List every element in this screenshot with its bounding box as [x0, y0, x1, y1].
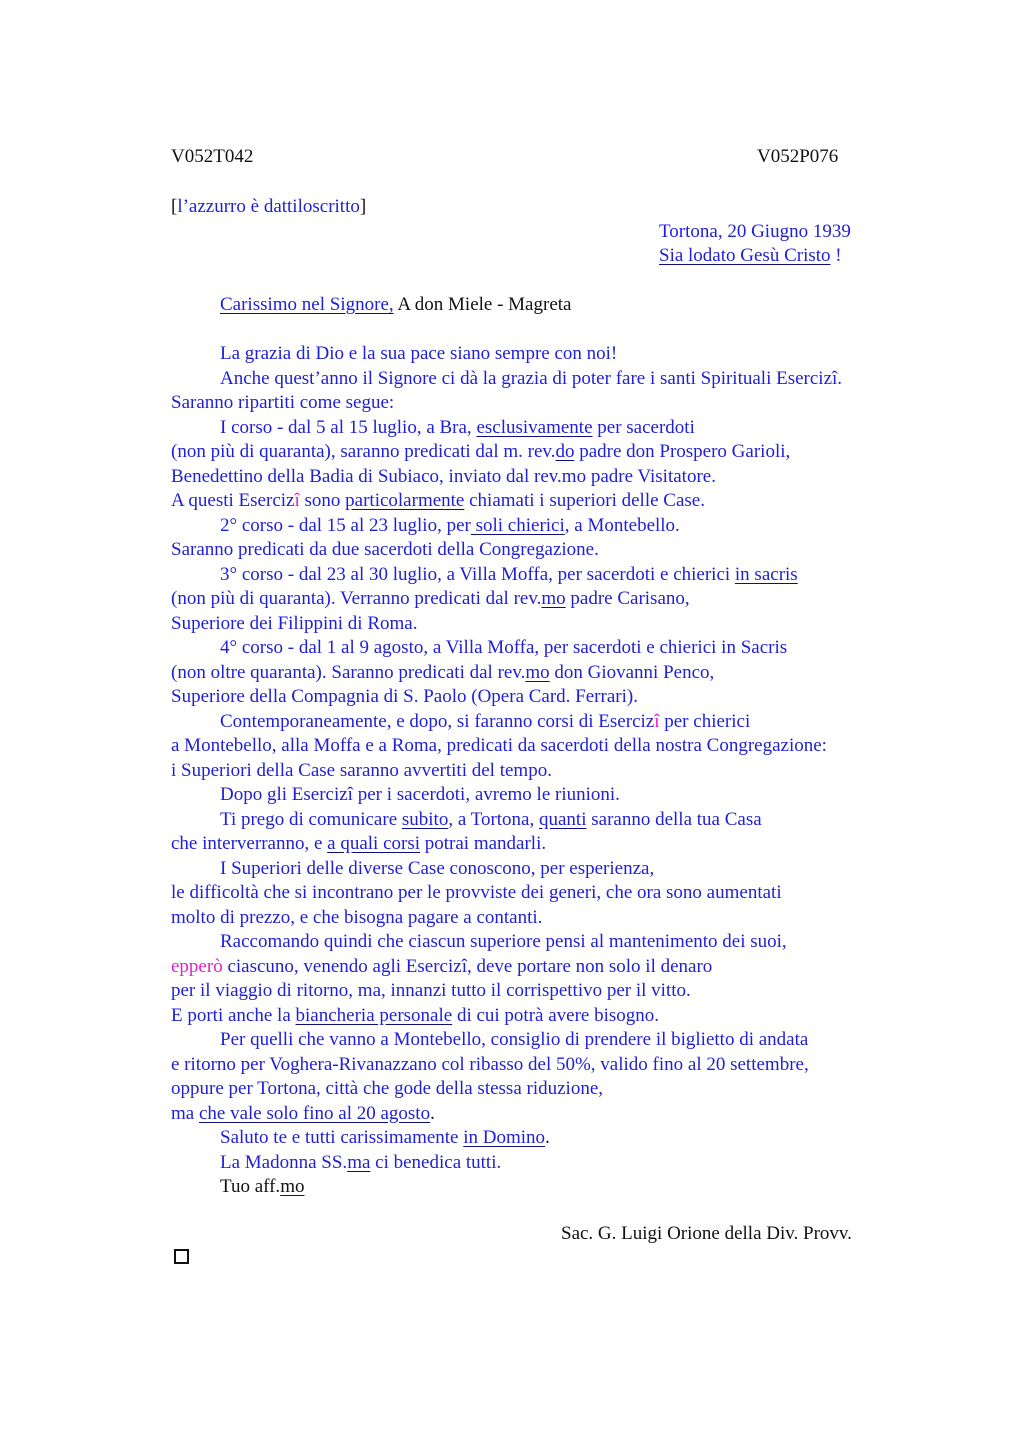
body-line — [171, 881, 782, 905]
body-line — [171, 734, 827, 758]
line-text: molto di prezzo, e che bisogna pagare a contanti. — [171, 906, 543, 928]
body-line — [171, 1004, 659, 1028]
highlighted-text: î — [294, 490, 300, 511]
body-line — [220, 514, 680, 538]
line-text: 4° corso - dal 1 al 9 agosto, a Villa Moffa, per sacerdoti e chierici in Sacris — [220, 637, 788, 658]
line-text: (non oltre quaranta). Saranno predicati dal rev. — [171, 661, 526, 683]
note-open-bracket: [ — [171, 196, 178, 217]
body-line — [171, 979, 691, 1003]
line-text: oppure per Tortona, città che gode della stessa riduzione, — [171, 1078, 603, 1099]
line-text: E porti anche la — [171, 1004, 296, 1026]
line-text: Dopo gli Esercizî per i sacerdoti, avremo le riunioni. — [220, 784, 620, 805]
line-text: . — [430, 1102, 435, 1124]
body-line — [171, 538, 599, 562]
line-text: ma — [171, 1102, 199, 1124]
checkbox-square-icon — [174, 1249, 189, 1264]
line-text: Saranno predicati da due sacerdoti della Congregazione. — [171, 539, 599, 560]
body-line — [171, 587, 690, 611]
highlighted-text: epperò — [171, 955, 223, 977]
body-line — [171, 906, 542, 930]
document-code-right: V052P076 — [757, 146, 839, 167]
underlined-text: mo — [541, 588, 566, 609]
line-text: (non più di quaranta), saranno predicati dal m. rev. — [171, 441, 556, 462]
line-text: per il viaggio di ritorno, ma, innanzi tutto il corrispettivo per il vitto. — [171, 980, 691, 1001]
line-text: e ritorno per Voghera-Rivanazzano col ribasso del 50%, valido fino al 20 settembre, — [171, 1053, 809, 1075]
body-line — [171, 440, 790, 464]
line-text: ci benedica tutti. — [370, 1151, 502, 1173]
line-text: Benedettino della Badia di Subiaco, inviato dal rev.mo padre Visitatore. — [171, 465, 716, 487]
body-line — [220, 808, 762, 832]
line-text: i Superiori della Case saranno avvertiti del tempo. — [171, 759, 552, 781]
line-text: La grazia di Dio e la sua pace siano sempre con noi! — [220, 343, 618, 364]
body-line — [171, 759, 552, 783]
line-text: padre Carisano, — [565, 588, 690, 609]
body-line — [220, 636, 787, 660]
underlined-text: soli chierici — [470, 514, 565, 536]
body-line — [171, 1102, 435, 1126]
underlined-text: esclusivamente — [476, 416, 593, 438]
line-text: che interverranno, e — [171, 833, 328, 854]
underlined-text: biancheria personale — [295, 1004, 453, 1026]
line-text: Anche quest’anno il Signore ci dà la grazia di poter fare i santi Spirituali Esercizî. — [220, 367, 843, 389]
salutation — [220, 294, 571, 316]
line-text: Superiore dei Filippini di Roma. — [171, 612, 418, 634]
line-text: A questi Eserciz — [171, 490, 295, 511]
underlined-text: in Domino — [463, 1127, 546, 1148]
line-text: don Giovanni Penco, — [549, 661, 715, 683]
recipient: A don Miele - Magreta — [393, 294, 572, 315]
note-close-bracket: ] — [359, 196, 367, 217]
line-text: ciascuno, venendo agli Esercizi — [222, 955, 467, 977]
body-line — [220, 342, 617, 366]
underlined-text: particolarmente — [345, 490, 465, 511]
body-line — [171, 1053, 809, 1077]
underlined-text: a quali corsi — [327, 833, 420, 854]
body-line — [171, 612, 417, 636]
body-line — [171, 955, 712, 979]
body-line — [220, 1028, 808, 1052]
body-line — [220, 1151, 501, 1175]
line-text: , a Tortona, — [448, 808, 539, 830]
line-text: Superiore della Compagnia di S. Paolo (Opera Card. Ferrari). — [171, 686, 638, 707]
body-line — [220, 563, 798, 587]
line-text: I Superiori delle diverse Case conoscono, per esperienza, — [220, 857, 655, 879]
underlined-text: subito — [401, 808, 449, 830]
line-text: Per quelli che vanno a Montebello, consiglio di prendere il biglietto di andata — [220, 1029, 809, 1050]
body-line — [220, 783, 620, 807]
line-text: chiamati i superiori delle Case. — [464, 490, 705, 511]
line-text: padre don Prospero Garioli, — [574, 441, 791, 462]
underlined-text: do — [555, 441, 575, 462]
line-text: Ti prego di comunicare — [220, 808, 402, 830]
line-text: . — [545, 1127, 550, 1148]
editorial-note — [171, 196, 366, 218]
line-text: Tuo aff. — [220, 1176, 281, 1197]
body-line — [220, 930, 787, 954]
line-text: di cui potrà avere bisogno. — [452, 1004, 660, 1026]
line-text: La Madonna SS. — [220, 1151, 348, 1173]
signature: Sac. G. Luigi Orione della Div. Provv. — [561, 1223, 852, 1244]
underlined-text: mo — [280, 1176, 305, 1197]
underlined-text: che vale solo fino al 20 agosto — [198, 1102, 431, 1124]
body-line — [220, 857, 654, 881]
document-code-left: V052T042 — [171, 146, 254, 167]
note-text: l’azzurro è dattiloscritto — [177, 196, 360, 217]
highlighted-text: î — [654, 710, 660, 732]
line-text: I corso - dal 5 al 15 luglio, a Bra, — [220, 416, 477, 438]
line-text: 3° corso - dal 23 al 30 luglio, a Villa Moffa, per sacerdoti e chierici — [220, 563, 735, 585]
line-text: a Montebello, alla Moffa e a Roma, predicati da sacerdoti della nostra Congregazione: — [171, 735, 827, 756]
underlined-text: ma — [347, 1151, 371, 1173]
body-line — [171, 1077, 603, 1101]
salutation-text: Carissimo nel Signore, — [220, 294, 394, 315]
line-text: 2° corso - dal 15 al 23 luglio, per — [220, 514, 471, 536]
body-line — [220, 416, 695, 440]
body-line — [171, 489, 705, 513]
line-text: le difficoltà che si incontrano per le provviste dei generi, che ora sono aumentati — [171, 882, 782, 903]
body-line — [171, 832, 546, 856]
line-text: per sacerdoti — [592, 416, 695, 438]
body-line — [171, 465, 716, 489]
body-line — [220, 367, 842, 391]
underlined-text: in sacris — [734, 563, 798, 585]
body-line — [171, 391, 394, 415]
line-text: , deve portare non solo il denaro — [466, 955, 713, 977]
line-text: , a Montebello. — [564, 514, 680, 536]
line-text: Raccomando quindi che ciascun superiore pensi al mantenimento dei suoi, — [220, 931, 787, 952]
body-line — [171, 661, 714, 685]
body-line — [220, 1126, 550, 1150]
place-date: Tortona, 20 Giugno 1939 — [659, 221, 851, 242]
body-line — [220, 1175, 304, 1199]
invocation-tail: ! — [830, 245, 842, 266]
invocation-text: Sia lodato Gesù Cristo — [659, 245, 831, 266]
line-text: per chierici — [659, 710, 751, 732]
invocation — [659, 245, 842, 267]
line-text: Contemporaneamente, e dopo, si faranno corsi di Eserciz — [220, 710, 655, 732]
line-text: saranno della tua Casa — [586, 808, 762, 830]
underlined-text: quanti — [539, 808, 587, 830]
body-line — [171, 685, 638, 709]
line-text: (non più di quaranta). Verranno predicati dal rev. — [171, 588, 542, 609]
line-text: sono — [299, 490, 346, 511]
line-text: potrai mandarli. — [420, 833, 547, 854]
body-line — [220, 710, 750, 734]
underlined-text: mo — [525, 661, 550, 683]
line-text: Saranno ripartiti come segue: — [171, 392, 395, 413]
line-text: Saluto te e tutti carissimamente — [220, 1127, 464, 1148]
